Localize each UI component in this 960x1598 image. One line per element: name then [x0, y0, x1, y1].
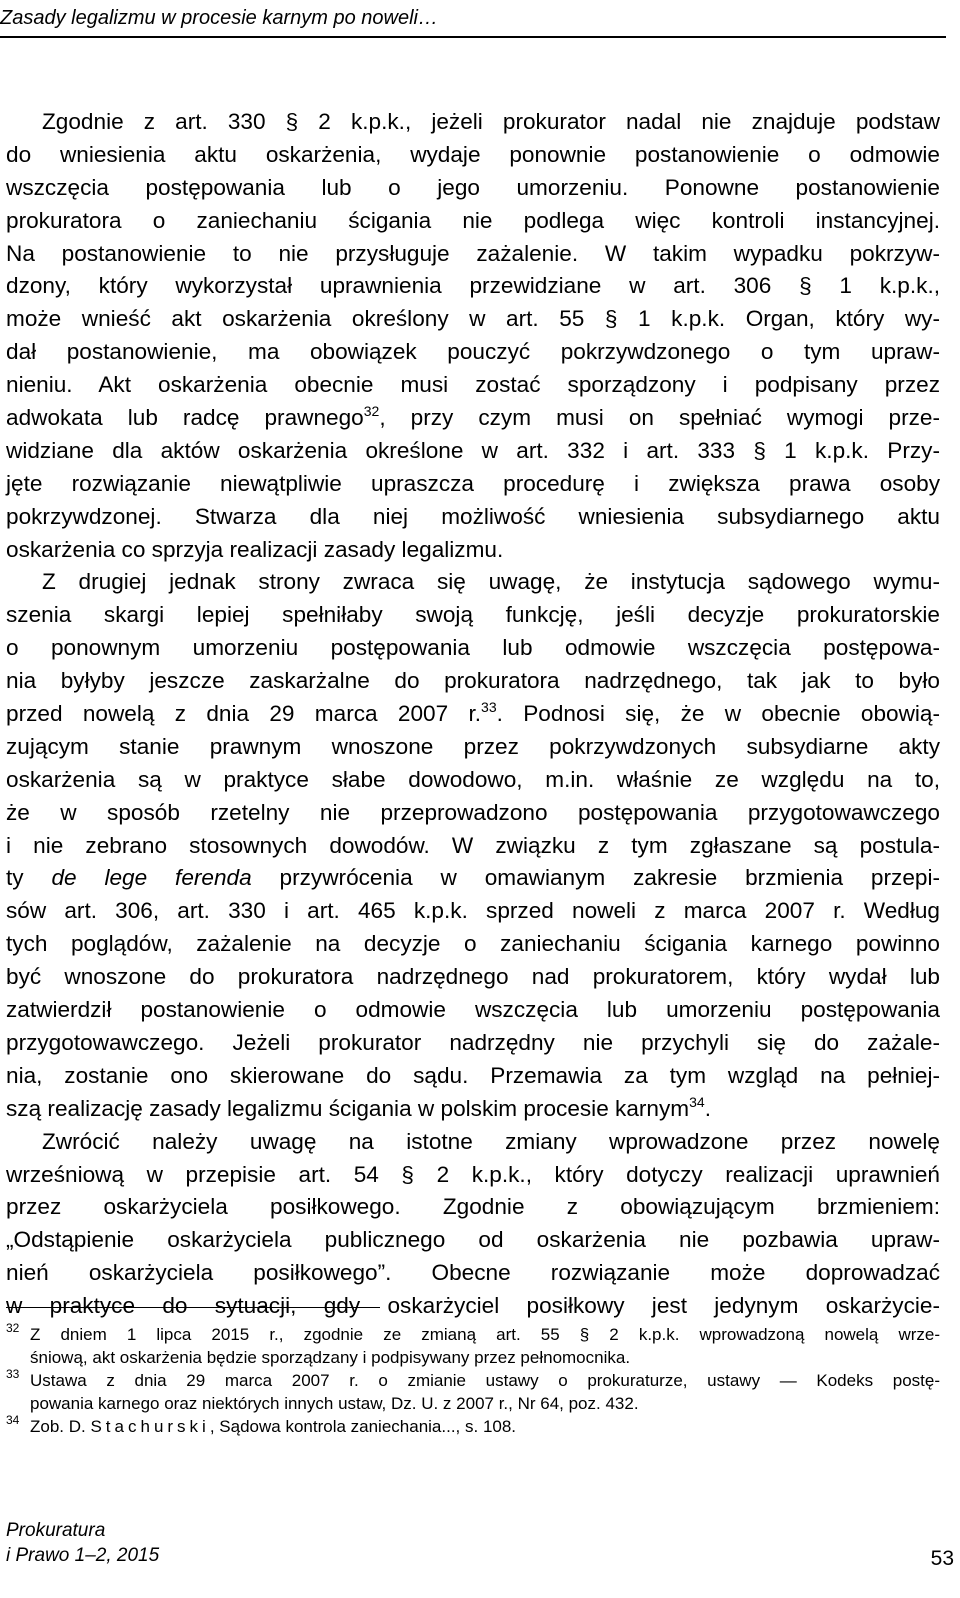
- text-line: prokuratora o zaniechaniu ścigania nie podlega więc kontroli instancyjnej.: [6, 207, 940, 233]
- footnote-ref-32[interactable]: 32: [363, 403, 380, 420]
- text-line: oskarżenia co sprzyja realizacji zasady legalizmu.: [6, 536, 504, 562]
- paragraph-1: [6, 106, 940, 566]
- text-line: w praktyce do sytuacji, gdy oskarżyciel posiłkowy jest jedynym oskarżycie-: [6, 1293, 940, 1319]
- text-line: Na postanowienie to nie przysługuje zażalenie. W takim wypadku pokrzyw-: [6, 240, 940, 266]
- text-line: o ponownym umorzeniu postępowania lub odmowie wszczęcia postępowa-: [6, 635, 940, 661]
- text-line: przez oskarżyciela posiłkowego. Zgodnie z obowiązującym brzmieniem:: [6, 1194, 940, 1220]
- footnote-separator: [6, 1307, 380, 1308]
- footnote-line: Ustawa z dnia 29 marca 2007 r. o zmianie ustawy o prokuraturze, ustawy — Kodeks postę-: [30, 1371, 940, 1390]
- text-line: że w sposób rzetelny nie przeprowadzono postępowania przygotowawczego: [6, 799, 940, 825]
- text-line: nia, zostanie ono skierowane do sądu. Przemawia za tym wzgląd na pełniej-: [6, 1062, 940, 1088]
- footnote-32: [6, 1323, 940, 1369]
- text-line: jęte rozwiązanie niewątpliwie upraszcza procedurę i zwiększa prawa osoby: [6, 470, 940, 496]
- text-line: widziane dla aktów oskarżenia określone w art. 332 i art. 333 § 1 k.p.k. Przy-: [6, 437, 940, 463]
- footnote-line: Z dniem 1 lipca 2015 r., zgodnie ze zmianą art. 55 § 2 k.p.k. wprowadzoną nowelą wrze-: [30, 1325, 940, 1344]
- text-line: [6, 862, 940, 895]
- footnote-ref-34[interactable]: 34: [689, 1093, 705, 1110]
- text-line: nia byłyby jeszcze zaskarżalne do prokuratora nadrzędnego, tak jak to było: [6, 668, 940, 694]
- text-line: Zgodnie z art. 330 § 2 k.p.k., jeżeli prokurator nadal nie znajduje podstaw: [42, 109, 940, 134]
- running-title: Zasady legalizmu w procesie karnym po noweli…: [0, 7, 438, 29]
- text-segment: , przy czym musi on spełniać wymogi prze-: [379, 405, 941, 431]
- text-line: zującym stanie prawnym wnoszone przez pokrzywdzonych subsydiarne akty: [6, 733, 940, 759]
- text-line: nień oskarżyciela posiłkowego”. Obecne rozwiązanie może doprowadzać: [6, 1260, 940, 1286]
- main-text: [6, 106, 940, 1323]
- text-segment: przywrócenia w omawianym zakresie brzmienia przepi-: [251, 865, 940, 891]
- footnote-ref-33[interactable]: 33: [481, 699, 497, 716]
- text-segment: adwokata lub radcę prawnego: [6, 405, 364, 431]
- text-line: zatwierdził postanowienie o odmowie wszczęcia lub umorzeniu postępowania: [6, 997, 940, 1023]
- text-segment: .: [704, 1095, 711, 1121]
- footnote-line: powania karnego oraz niektórych innych ustaw, Dz. U. z 2007 r., Nr 64, poz. 432.: [30, 1394, 639, 1413]
- journal-footer: [6, 1518, 159, 1568]
- footnotes: [6, 1323, 940, 1438]
- text-line: nieniu. Akt oskarżenia obecnie musi zostać sporządzony i podpisany przez: [6, 372, 940, 398]
- text-segment: szą realizację zasady legalizmu ścigania w polskim procesie karnym: [6, 1095, 690, 1121]
- text-line: wrześniową w przepisie art. 54 § 2 k.p.k., który dotyczy realizacji uprawnień: [6, 1161, 940, 1187]
- text-segment: przed nowelą z dnia 29 marca 2007 r.: [6, 701, 482, 727]
- page-number: 53: [930, 1547, 954, 1570]
- text-line: być wnoszone do prokuratora nadrzędnego nad prokuratorem, który wydał lub: [6, 964, 940, 990]
- text-line: „Odstąpienie oskarżyciela publicznego od oskarżenia nie pozbawia upraw-: [6, 1227, 940, 1253]
- text-line: Z drugiej jednak strony zwraca się uwagę, że instytucja sądowego wymu-: [42, 569, 940, 595]
- footnote-number: 32: [6, 1321, 20, 1335]
- latin-phrase: de lege ferenda: [51, 865, 252, 891]
- footnote-number: 34: [6, 1413, 20, 1427]
- text-line: i nie zebrano stosownych dowodów. W związku z tym zgłaszane są postula-: [6, 832, 940, 858]
- footnote-line: [30, 1415, 940, 1438]
- text-segment: , Sądowa kontrola zaniechania..., s. 108.: [209, 1417, 517, 1436]
- text-line: dał postanowienie, ma obowiązek pouczyć pokrzywdzonego o tym upraw-: [6, 339, 940, 365]
- text-line: wszczęcia postępowania lub o jego umorzeniu. Ponowne postanowienie: [6, 174, 940, 200]
- text-segment: Zob. D.: [30, 1417, 91, 1436]
- paragraph-2: [6, 566, 940, 1125]
- journal-name: Prokuratura: [6, 1520, 106, 1541]
- text-segment: ty: [6, 865, 52, 891]
- text-line: dzony, który wykorzystał uprawnienia przewidziane w art. 306 § 1 k.p.k.,: [6, 273, 940, 299]
- running-header: [0, 2, 946, 38]
- author-name: Stachurski: [90, 1417, 210, 1436]
- text-line: oskarżenia są w praktyce słabe dowodowo, m.in. właśnie ze względu na to,: [6, 766, 940, 792]
- footnote-34: [6, 1415, 940, 1438]
- text-line: [6, 698, 940, 731]
- text-line: [6, 1093, 940, 1126]
- text-line: pokrzywdzonej. Stwarza dla niej możliwość wniesienia subsydiarnego aktu: [6, 503, 940, 529]
- paragraph-3: [6, 1126, 940, 1323]
- text-line: przygotowawczego. Jeżeli prokurator nadrzędny nie przychyli się do zażale-: [6, 1029, 940, 1055]
- text-line: szenia skargi lepiej spełniłaby swoją funkcję, jeśli decyzje prokuratorskie: [6, 602, 940, 628]
- text-line: sów art. 306, art. 330 i art. 465 k.p.k. sprzed noweli z marca 2007 r. Według: [6, 898, 940, 924]
- footnote-line: śniową, akt oskarżenia będzie sporządzany i podpisywany przez pełnomocnika.: [30, 1348, 631, 1367]
- text-line: do wniesienia aktu oskarżenia, wydaje ponownie postanowienie o odmowie: [6, 141, 940, 167]
- text-line: Zwrócić należy uwagę na istotne zmiany wprowadzone przez nowelę: [42, 1128, 940, 1154]
- journal-issue: i Prawo 1–2, 2015: [6, 1545, 160, 1566]
- text-line: tych poglądów, zażalenie na decyzje o zaniechaniu ścigania karnego powinno: [6, 931, 940, 957]
- text-segment: . Podnosi się, że w obecnie obowią-: [496, 701, 940, 727]
- text-line: może wnieść akt oskarżenia określony w art. 55 § 1 k.p.k. Organ, który wy-: [6, 306, 940, 332]
- footnote-33: [6, 1369, 940, 1415]
- text-line: [6, 402, 940, 435]
- footnote-number: 33: [6, 1367, 20, 1381]
